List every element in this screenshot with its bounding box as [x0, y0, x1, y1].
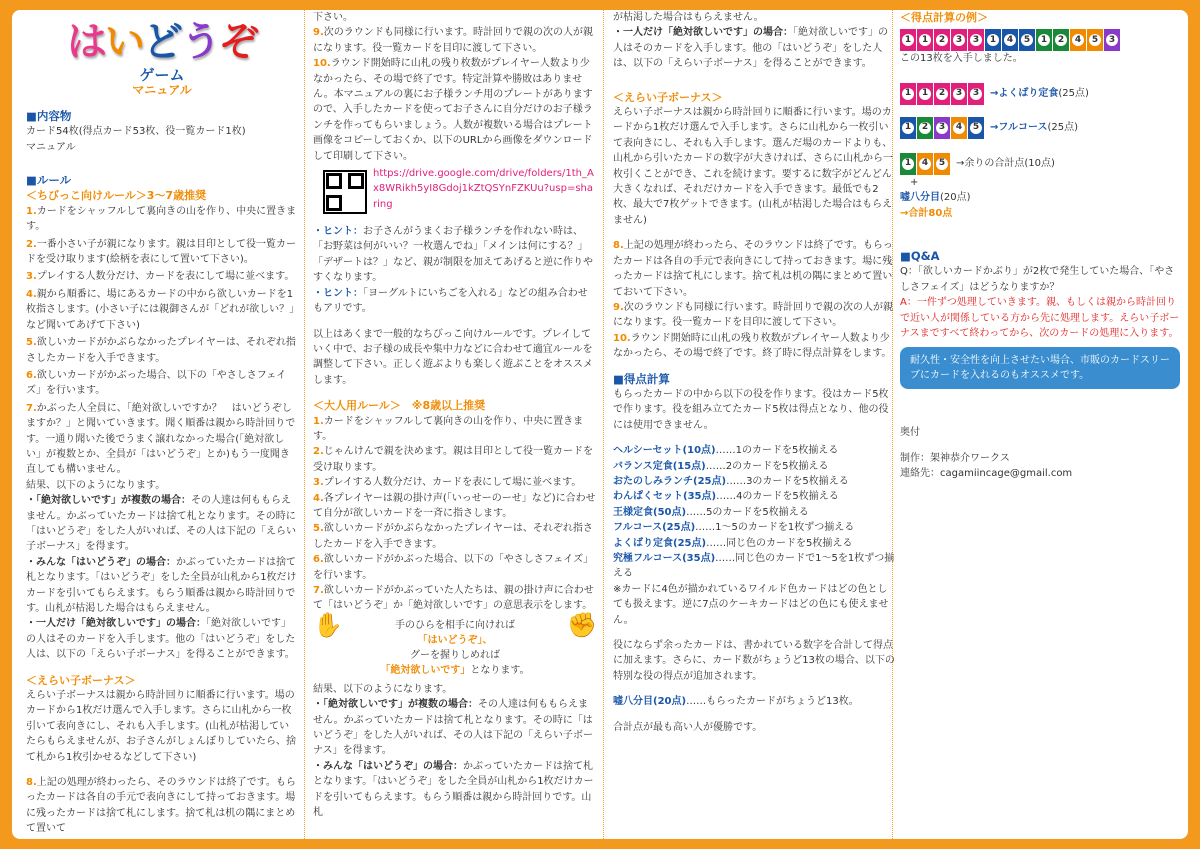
continued-text: が枯渇した場合はもらえません。 — [613, 12, 764, 23]
contents-line: カード54枚(得点カード53枚、役一覧カード1枚) — [26, 126, 246, 138]
rule-step: 9.次のラウンドも同様に行います。時計回りで親の次の人が親になります。役一覧カードを目印に渡して下さい。 — [613, 301, 893, 329]
result-line: 結果、以下のようになります。 — [26, 479, 166, 491]
hand-row: フルコース(25点)……1～5のカードを1枚ずつ揃える — [613, 522, 855, 534]
combo-row: 1 1 2 3 3 →よくばり定食(25点) — [900, 83, 1180, 105]
divider — [304, 10, 305, 839]
case-text: ・みんな「はいどうぞ」の場合：かぶっていたカードは捨て札となります。「はいどうぞ」をした全員が山札から1枚だけカードを引いてもらえます。もらう順番は親から時計回りです。山札 — [313, 760, 594, 819]
bonus-text: えらい子ボーナスは親から時計回りに順番に行います。場のカードから1枚だけ選んで入手します。さらに山札から一枚引いて表向きにし、それも入手します。選んだ場のカードよりも、山札から引いたカードの数字が大きければ、さらに山札から一枚引くことができ、これを続けます。要するに数字がどんどん大きくなれば、それだけカードを入手できます。最低でも2枚、最大で7枚ゲットできます。(山札が枯渇した場合はもらえません) — [613, 107, 893, 226]
bonus-heading: ＜えらい子ボーナス＞ — [26, 673, 136, 687]
logo-game: ゲーム — [139, 66, 185, 84]
rule-step: 1.カードをシャッフルして裏向きの山を作り、中央に置きます。 — [26, 205, 297, 233]
divider — [603, 10, 604, 839]
result-line: 結果、以下のようになります。 — [313, 683, 453, 695]
hint-text: ・ヒント：お子さんがうまくお子様ランチを作れない時は、「お野菜は何がいい？一枚選んでね」「メインは何にする？」「デザートは？」など、親が制限を加えてあげると逆に作りやすくなります。 — [313, 226, 593, 284]
rule-step: 1.カードをシャッフルして裏向きの山を作り、中央に置きます。 — [313, 415, 584, 442]
hand-row: わんぱくセット(35点)……4のカードを5枚揃える — [613, 491, 839, 503]
hand-row: よくばり定食(25点)……同じ色のカードを5枚揃える — [613, 537, 853, 549]
score-heading: ■得点計算 — [613, 371, 670, 386]
contents-heading: ■内容物 — [26, 108, 72, 123]
rule-step: 7.欲しいカードがかぶっていた人たちは、親の掛け声に合わせて「はいどうぞ」か「絶対欲しいです」の意思表示をします。 — [313, 585, 594, 612]
hand-gesture-guide: ✋ ✊ 手のひらを相手に向ければ 「はいどうぞ」、 グーを握りしめれば 「絶対欲しいです」となります。 — [313, 610, 597, 676]
credit-heading: 奥付 — [900, 427, 920, 439]
rule-step: 5.欲しいカードがかぶらなかったプレイヤーは、それぞれ指さしたカードを入手できます。 — [313, 523, 593, 550]
sleeve-note: 耐久性・安全性を向上させたい場合、市販のカードスリーブにカードを入れるのもオススメです。 — [900, 347, 1180, 389]
bonus-line: 嘘八分目(20点) — [900, 192, 971, 204]
bonus-text: えらい子ボーナスは親から時計回りに順番に行います。場のカードから1枚だけ選んで入手します。さらに山札から一枚引いて表向きにし、それも入手します。(山札が枯渇していたらもらえませんが、お子さんがしょんぼりしていたら、捨て札から1枚引かせるなどして下さい) — [26, 690, 296, 763]
score-text: もらったカードの中から以下の役を作ります。役はカード5枚で作ります。役を組み立てたカード5枚は得点となり、他の役には使用できません。 — [613, 388, 889, 431]
download-link[interactable]: https://drive.google.com/drive/folders/1th_Ax8WRikh5yI8Gdoj1kZtQSYnFZKUu?usp=sharing — [373, 168, 594, 210]
column-4 — [900, 10, 1180, 482]
logo-manual: マニュアル — [132, 83, 192, 98]
wild-note: ※カードに4色が描かれているワイルド色カードはどの色としても扱えます。逆に7点のケーキカードはどの色にも使えません。 — [613, 583, 889, 626]
rule-step: 4.各プレイヤーは親の掛け声(「いっせーのーせ」など)に合わせて自分が欲しいカードを一斉に指さします。 — [313, 492, 596, 519]
rule-step: 10.ラウンド開始時に山札の残り枚数がプレイヤー人数より少なかったら、その場で終了です。終了時に得点計算をします。 — [613, 332, 892, 360]
rule-step: 10.ラウンド開始時に山札の残り枚数がプレイヤー人数より少なかったら、その場で終了です。特定計算や勝敗はありません。本マニュアルの裏にお子様ランチ用のプレートがありますので、入手したカードを使ってお子さんに自分だけのお子様ランチを作ってもらいましょう。人数が複数いる場合はプレート画像をコピーしておくか、以下のURLから画像をダウンロードして印刷して下さい。 — [313, 58, 593, 162]
example-cards: 1 1 2 3 3 1 4 5 1 2 4 5 3 — [900, 29, 1180, 51]
open-hand-icon: ✋ — [313, 610, 343, 639]
rule-step: 4.親から順番に、場にあるカードの中から欲しいカードを1枚指さします。(小さい子には親御さんが「どれが欲しい？」など聞いてあげて下さい) — [26, 288, 295, 331]
rule-step: 2.一番小さい子が親になります。親は目印として役一覧カードを受け取ります(絵柄を表にして置いて下さい)。 — [26, 238, 296, 266]
rule-step: 6.欲しいカードがかぶった場合、以下の「やさしさフェイズ」を行います。 — [26, 369, 287, 397]
example-caption: この13枚を入手しました。 — [900, 53, 1023, 65]
total-line: →合計80点 — [900, 207, 953, 219]
continued-text: 下さい。 — [313, 12, 353, 23]
rule-step: 3.プレイする人数分だけ、カードを表にして場に並べます。 — [26, 271, 295, 283]
win-text: 合計点が最も高い人が優勝です。 — [613, 721, 763, 733]
hint-text: ・ヒント：「ヨーグルトにいちごを入れる」などの組み合わせもアリです。 — [313, 287, 588, 315]
combo-row: 1 4 5 →余りの合計点(10点) — [900, 153, 1180, 175]
answer-text: A：一件ずつ処理していきます。親、もしくは親から時計回りで近い人が関係している方から先に処理します。えらい子ボーナスまですべて終わってから、次のカードの処理に入ります。 — [900, 297, 1180, 340]
column-3 — [613, 10, 897, 735]
rule-step: 6.欲しいカードがかぶった場合、以下の「やさしさフェイズ」を行います。 — [313, 554, 594, 581]
manual-sheet — [12, 10, 1188, 839]
logo — [26, 18, 298, 99]
credit-line: 連絡先：cagamiincage@gmail.com — [900, 468, 1073, 480]
case-text: ・「絶対欲しいです」が複数の場合：その人達は何ももらえません。かぶっていたカードは捨て札となります。その時に「はいどうぞ」をした人がいれば、その人は下記の「えらい子ボーナス」を得ます。 — [26, 495, 296, 553]
fist-icon: ✊ — [567, 610, 597, 639]
example-heading: ＜得点計算の例＞ — [900, 11, 988, 24]
hand-row: ヘルシーセット(10点)……1のカードを5枚揃える — [613, 445, 839, 457]
rule-step: 8.上記の処理が終わったら、そのラウンドは終了です。もらったカードは各自の手元で表向きにして持っておきます。場に残ったカードは捨て札にします。捨て札は机の隅にまとめて置いて — [26, 777, 296, 835]
hand-row: おたのしみランチ(25点)……3のカードを5枚揃える — [613, 475, 849, 487]
rule-step: 9.次のラウンドも同様に行います。時計回りで親の次の人が親になります。役一覧カードを目印に渡して下さい。 — [313, 27, 593, 54]
combo-row: 1 2 3 4 5 →フルコース(25点) — [900, 117, 1180, 139]
question-text: Q：「欲しいカードかぶり」が2枚で発生していた場合、「やさしさフェイズ」はどうなりますか？ — [900, 266, 1175, 293]
column-2 — [313, 10, 597, 820]
case-text: ・「絶対欲しいです」が複数の場合：その人達は何ももらえません。かぶっていたカードは捨て札となります。その時に「はいどうぞ」をした人がいれば、その人は下記の「えらい子ボーナス」を得ます。 — [313, 699, 593, 757]
rule-step: 2.じゃんけんで親を決めます。親は目印として役一覧カードを受け取ります。 — [313, 446, 593, 473]
column-1 — [26, 10, 298, 837]
rest-text: 役にならず余ったカードは、書かれている数字を合計して得点に加えます。さらに、カード数がちょうど13枚の場合、以下の特別な役の得点が追加されます。 — [613, 640, 895, 682]
case-text: ・一人だけ「絶対欲しいです」の場合：「絶対欲しいです」の人はそのカードを入手します。他の「はいどうぞ」をした人は、以下の「えらい子ボーナス」を得ることができます。 — [613, 27, 888, 70]
hand-row: 王様定食(50点)……5のカードを5枚揃える — [613, 506, 809, 518]
adult-rules-heading: ＜大人用ルール＞ ※8歳以上推奨 — [313, 399, 486, 413]
credit-line: 制作：架神恭介ワークス — [900, 452, 1010, 464]
rules-heading: ■ルール — [26, 173, 72, 188]
contents-line: マニュアル — [26, 141, 76, 153]
rule-step: 3.プレイする人数分だけ、カードを表にして場に並べます。 — [313, 477, 582, 489]
qr-code — [323, 170, 367, 214]
hand-row: 究極フルコース(35点)……同じ色のカードで1～5を1枚ずつ揃える — [613, 553, 895, 580]
rule-step: 5.欲しいカードがかぶらなかったプレイヤーは、それぞれ指さしたカードを入手できます。 — [26, 337, 296, 364]
note-paragraph: 以上はあくまで一般的なちびっこ向けルールです。プレイしていく中で、お子様の成長や集中力などに合わせて適宜ルールを調整して下さい。正しく遊ぶよりも楽しく遊ぶことをオススメします。 — [313, 328, 593, 386]
hand-row: 嘘八分目(20点)……もらったカードがちょうど13枚。 — [613, 696, 859, 708]
rule-step: 7.かぶった人全員に、「絶対欲しいですか？ はいどうぞしますか？」と聞いていきます。聞く順番は親から時計回りです。一通り聞いた後でうまく譲れなかった場合(「絶対欲しい」が複数とか、全員が「はいどうぞ」とか)もう一度聞き直しても構いません。 — [26, 402, 296, 476]
case-text: ・一人だけ「絶対欲しいです」の場合：「絶対欲しいです」の人はそのカードを入手します。他の「はいどうぞ」をした人は、以下の「えらい子ボーナス」を得ることができます。 — [26, 618, 296, 661]
kids-rules-heading: ＜ちびっこ向けルール＞3～7歳推奨 — [26, 189, 207, 203]
case-text: ・みんな「はいどうぞ」の場合：かぶっていたカードは捨て札となります。「はいどうぞ」をした全員が山札から1枚だけカードを引いてもらえます。もらう順番は親から時計回りです。山札が枯渇した場合はもらえません。 — [26, 556, 297, 614]
bonus-heading: ＜えらい子ボーナス＞ — [613, 90, 723, 104]
logo-title: はいどうぞ — [67, 19, 257, 65]
qa-heading: ■Q&A — [900, 249, 940, 264]
download-block — [313, 166, 597, 214]
hand-row: バランス定食(15点)……2のカードを5枚揃える — [613, 460, 829, 472]
plus-sign: + — [910, 176, 919, 188]
rule-step: 8.上記の処理が終わったら、そのラウンドは終了です。もらったカードは各自の手元で表向きにして持っておきます。場に残ったカードは捨て札にします。捨て札は机の隅にまとめて置いておいて下さい。 — [613, 240, 893, 298]
